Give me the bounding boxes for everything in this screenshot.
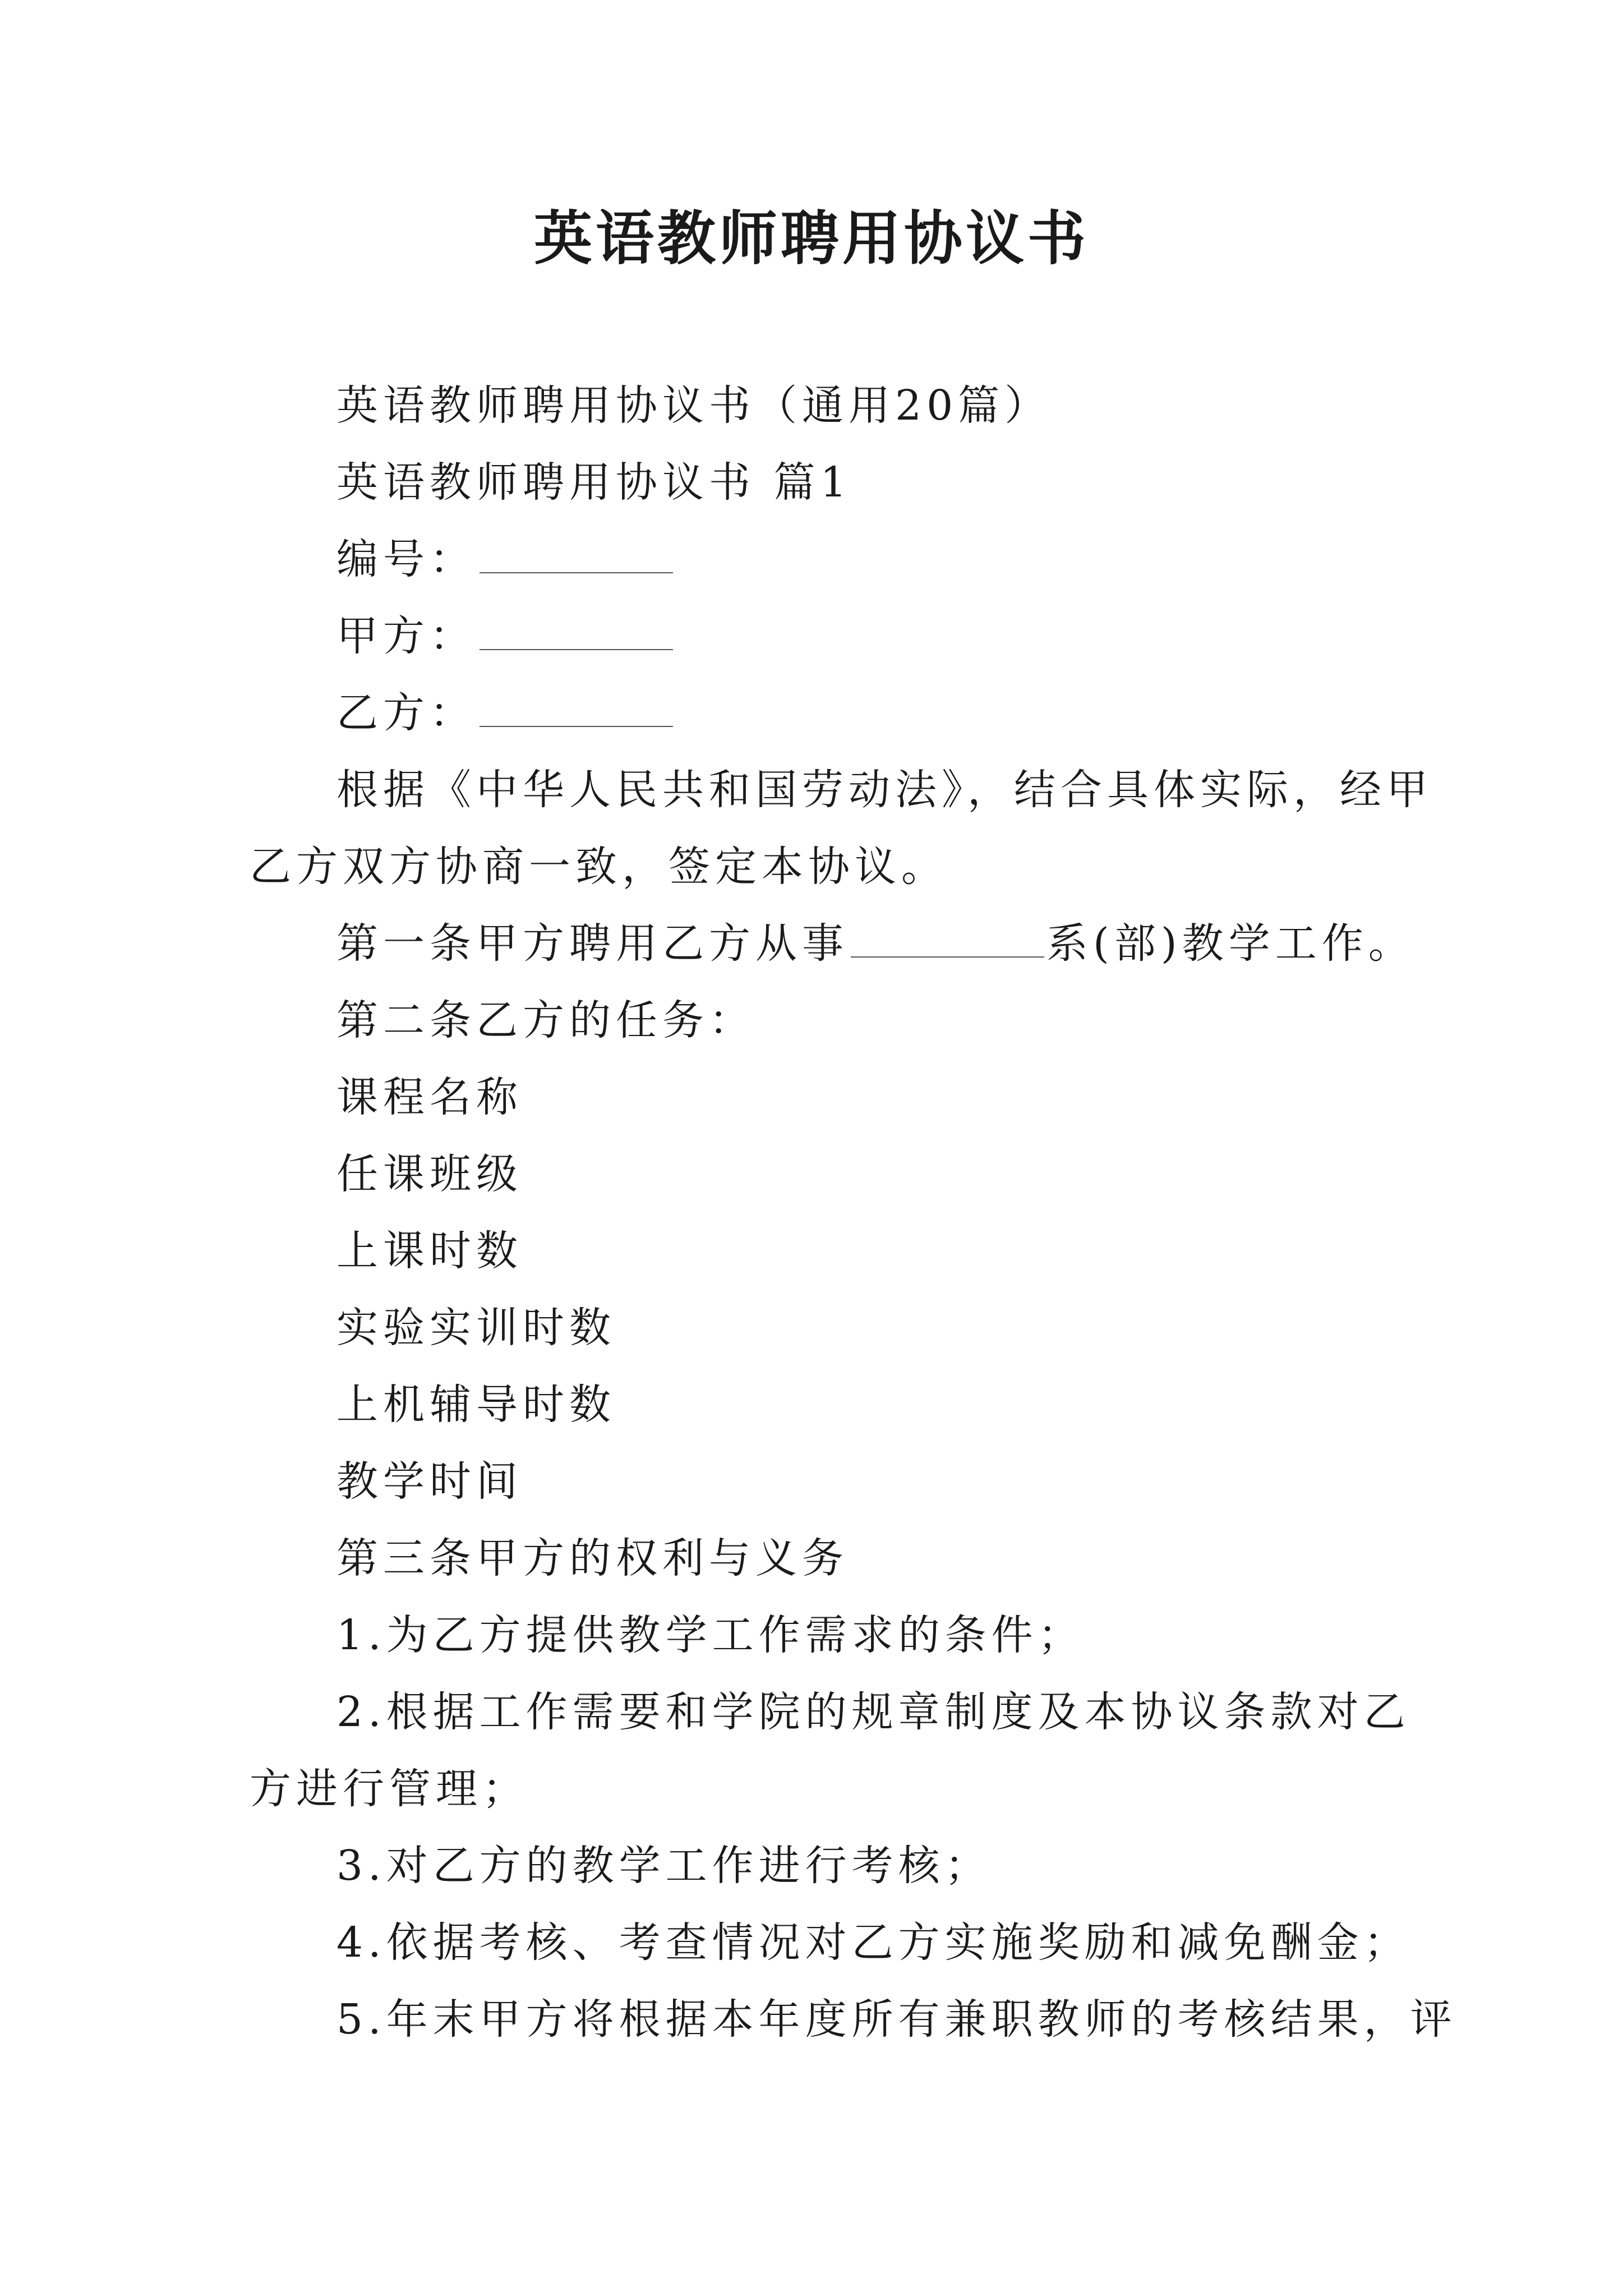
article-2-heading: 第二条乙方的任务： bbox=[336, 996, 755, 1045]
article-3-item-4: 4.依据考核、考查情况对乙方实施奖励和减免酬金； bbox=[336, 1918, 1410, 1967]
article-3-heading: 第三条甲方的权利与义务 bbox=[336, 1534, 849, 1582]
intro-line-2: 乙方双方协商一致，签定本协议。 bbox=[250, 843, 948, 891]
article-3-item-3: 3.对乙方的教学工作进行考核； bbox=[336, 1842, 992, 1890]
article-3-item-2-line-1: 2.根据工作需要和学院的规章制度及本协议条款对乙 bbox=[336, 1688, 1410, 1736]
party-b-label: 乙方： bbox=[336, 689, 476, 737]
article-3-item-2-line-2: 方进行管理； bbox=[250, 1765, 529, 1813]
number-field bbox=[336, 532, 673, 586]
party-b-field bbox=[336, 686, 673, 740]
article-3-item-1: 1.为乙方提供教学工作需求的条件； bbox=[336, 1611, 1085, 1659]
number-label: 编号： bbox=[336, 535, 476, 583]
task-item: 任课班级 bbox=[336, 1150, 523, 1198]
number-blank bbox=[479, 537, 673, 573]
document-title: 英语教师聘用协议书 bbox=[533, 204, 1089, 273]
task-item: 课程名称 bbox=[336, 1073, 523, 1121]
party-b-blank bbox=[479, 691, 673, 727]
article-3-item-5-line-1: 5.年末甲方将根据本年度所有兼职教师的考核结果，评 bbox=[336, 1995, 1457, 2044]
intro-line-1: 根据《中华人民共和国劳动法》，结合具体实际，经甲 bbox=[336, 766, 1433, 814]
article-1-after: 系(部)教学工作。 bbox=[1046, 919, 1415, 968]
party-a-blank bbox=[479, 614, 673, 650]
department-blank bbox=[851, 922, 1044, 958]
document-subtitle: 英语教师聘用协议书（通用20篇） bbox=[336, 381, 1052, 430]
section-heading: 英语教师聘用协议书 篇1 bbox=[336, 458, 852, 507]
party-a-label: 甲方： bbox=[336, 612, 476, 660]
task-item: 教学时间 bbox=[336, 1457, 523, 1506]
task-item: 上机辅导时数 bbox=[336, 1381, 616, 1429]
article-1-before: 第一条甲方聘用乙方从事 bbox=[336, 919, 849, 968]
task-item: 上课时数 bbox=[336, 1227, 523, 1275]
task-item: 实验实训时数 bbox=[336, 1304, 616, 1352]
article-1 bbox=[336, 917, 1415, 970]
party-a-field bbox=[336, 609, 673, 663]
